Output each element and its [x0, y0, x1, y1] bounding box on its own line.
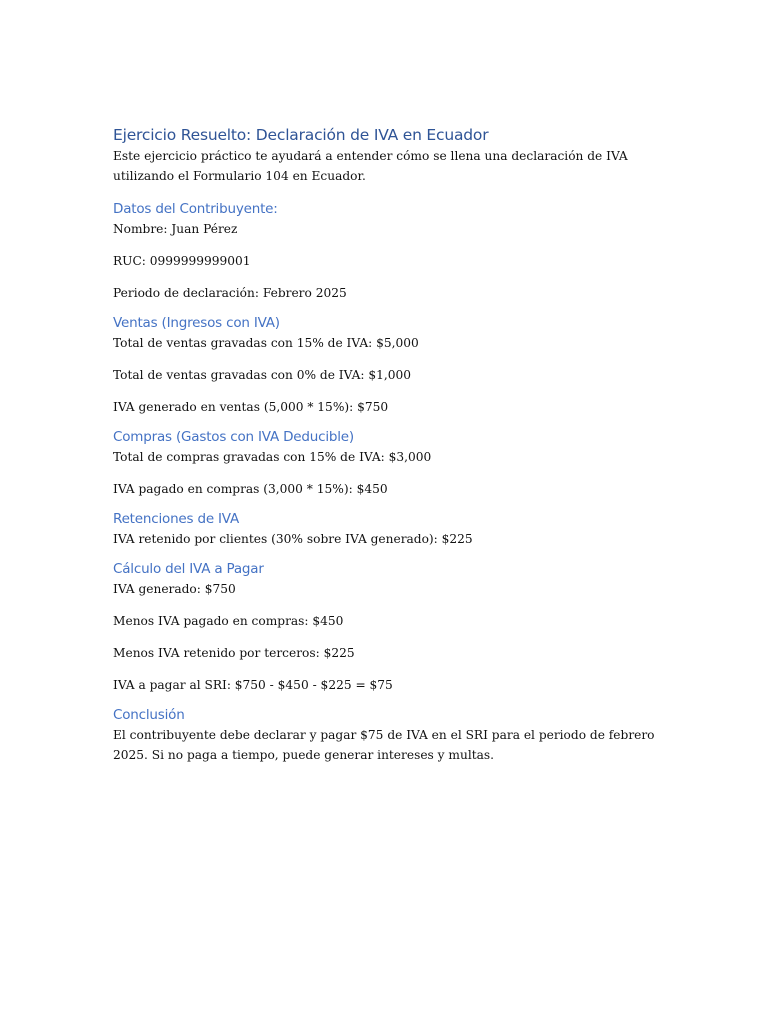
section-compras: [113, 427, 668, 499]
paragraph-ruc: RUC: 0999999999001: [113, 254, 251, 268]
paragraph-compras-15: Total de compras gravadas con 15% de IVA: $3,000: [113, 450, 432, 464]
paragraph-iva-a-pagar: IVA a pagar al SRI: $750 - $450 - $225 = $75: [113, 678, 393, 692]
intro-line-1: Este ejercicio práctico te ayudará a entender cómo se llena una declaración de IVA: [113, 149, 628, 163]
section-heading: Datos del Contribuyente:: [113, 201, 278, 217]
paragraph-ventas-15: Total de ventas gravadas con 15% de IVA: $5,000: [113, 336, 419, 350]
paragraph-iva-retenido-clientes: IVA retenido por clientes (30% sobre IVA generado): $225: [113, 532, 473, 546]
section-conclusion: [113, 705, 668, 765]
section-heading: Cálculo del IVA a Pagar: [113, 561, 264, 577]
paragraph-conclusion-line-1: El contribuyente debe declarar y pagar $75 de IVA en el SRI para el periodo de febrero: [113, 728, 655, 742]
paragraph-nombre: Nombre: Juan Pérez: [113, 222, 238, 236]
paragraph-periodo: Periodo de declaración: Febrero 2025: [113, 286, 347, 300]
section-retenciones: [113, 509, 668, 549]
paragraph-ventas-0: Total de ventas gravadas con 0% de IVA: $1,000: [113, 368, 412, 382]
paragraph-menos-iva-pagado: Menos IVA pagado en compras: $450: [113, 614, 344, 628]
section-heading: Retenciones de IVA: [113, 511, 240, 527]
document-title: Ejercicio Resuelto: Declaración de IVA en Ecuador: [113, 126, 489, 144]
section-ventas: [113, 313, 668, 417]
paragraph-conclusion-line-2: 2025. Si no paga a tiempo, puede generar intereses y multas.: [113, 748, 495, 762]
section-heading: Conclusión: [113, 707, 185, 723]
section-calculo: [113, 559, 668, 695]
paragraph-iva-pagado-compras: IVA pagado en compras (3,000 * 15%): $450: [113, 482, 388, 496]
paragraph-iva-generado: IVA generado: $750: [113, 582, 236, 596]
section-heading: Ventas (Ingresos con IVA): [113, 315, 280, 331]
intro-line-2: utilizando el Formulario 104 en Ecuador.: [113, 169, 366, 183]
section-datos-contribuyente: [113, 199, 668, 303]
section-heading: Compras (Gastos con IVA Deducible): [113, 429, 354, 445]
paragraph-iva-generado-ventas: IVA generado en ventas (5,000 * 15%): $750: [113, 400, 389, 414]
paragraph-menos-iva-retenido: Menos IVA retenido por terceros: $225: [113, 646, 355, 660]
